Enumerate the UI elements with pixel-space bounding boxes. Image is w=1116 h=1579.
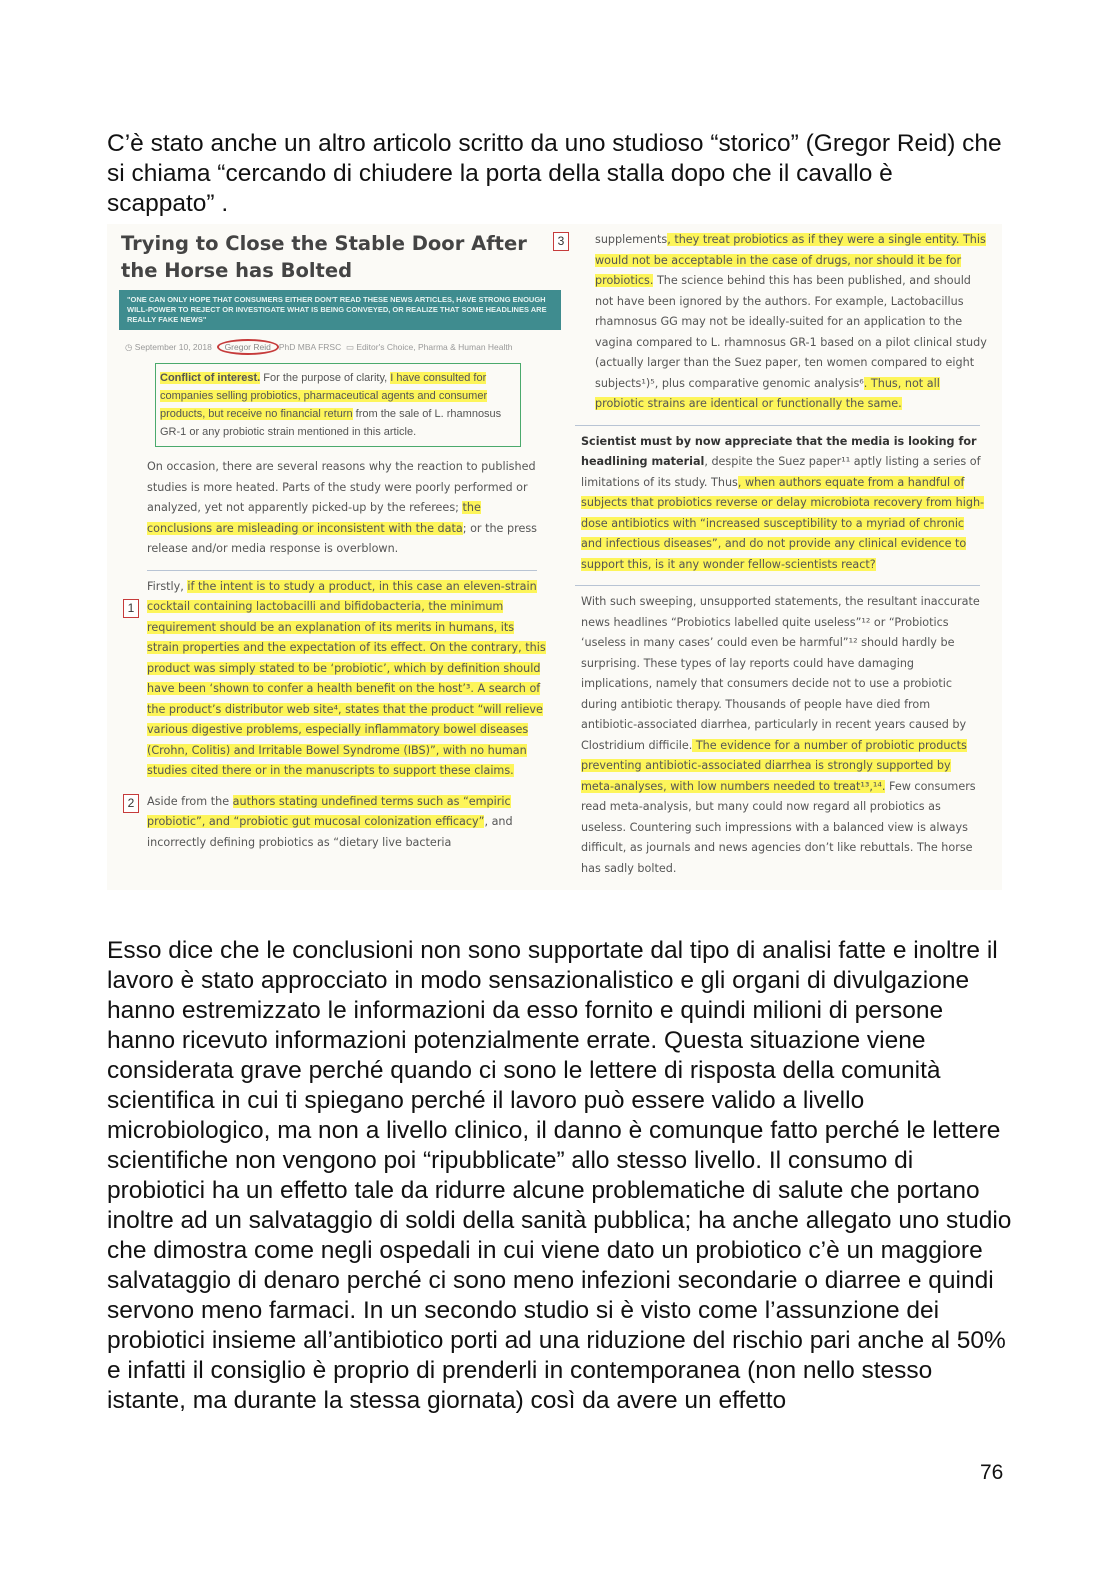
article-para-1	[147, 577, 547, 782]
divider	[575, 585, 980, 586]
article-para-5	[581, 592, 986, 879]
article-title: Trying to Close the Stable Door After the Horse has Bolted	[121, 232, 527, 282]
article-author-suffix: PhD MBA FRSC	[278, 342, 342, 352]
divider	[575, 425, 980, 426]
occasion-highlight: the conclusions are misleading or inconsistent with the data	[147, 501, 481, 535]
article-point-1	[119, 577, 569, 782]
coi-highlight: I have consulted for companies selling probiotics, pharmaceutical agents and consumer products, but receive no financial return	[160, 372, 488, 420]
p4-bold: Scientist must by now appreciate that the media is looking for headlining material	[581, 434, 977, 468]
folder-icon: ▭	[345, 342, 354, 352]
article-point-3	[557, 230, 995, 415]
occasion-text-a: On occasion, there are several reasons why the reaction to published studies is more heated. Parts of the study were poorly performed or analyzed, yet not apparently picked-up by the referees;	[147, 460, 536, 514]
coi-text-a: For the purpose of clarity,	[260, 372, 391, 384]
p4-highlight: , when authors equate from a handful of subjects that probiotics reverse or delay microbiota recovery from high-dose antibiotics with “increased susceptibility to a myriad of chronic and infectious diseases”, and do not provide any clinical evidence to support this, is it any wonder fellow-scientists react?	[581, 475, 985, 571]
p3-highlight: , they treat probiotics as if they were a single entity. This would not be acceptable in the case of drugs, nor should it be for probiotics.	[595, 233, 986, 287]
divider	[147, 570, 537, 571]
p5-highlight: The evidence for a number of probiotic products preventing antibiotic-associated diarrhea is strongly supported by meta-analyses, with low numbers needed to treat¹³,¹⁴.	[581, 738, 967, 793]
article-para-occasion	[147, 457, 547, 560]
occasion-text-b: ; or the press release and/or media response is overblown.	[147, 521, 537, 555]
p2-text-b: , and incorrectly defining probiotics as “dietary live bacteria	[147, 815, 513, 849]
coi-text-b: from the sale of L. rhamnosus GR-1 or any probiotic strain mentioned in this article.	[160, 408, 502, 438]
intro-paragraph: C’è stato anche un altro articolo scritto da uno studioso “storico” (Gregor Reid) che si chiama “cercando di chiudere la porta della stalla dopo che il cavallo è scappato” .	[107, 129, 1002, 217]
article-date: September 10, 2018	[134, 342, 212, 352]
marker-2: 2	[123, 794, 139, 813]
article-para-4	[581, 432, 986, 576]
p2-highlight: authors stating undefined terms such as “empiric probiotic”, and “probiotic gut mucosal colonization efficacy”	[147, 794, 511, 828]
conflict-of-interest-box	[155, 363, 521, 447]
page-number: 76	[980, 1461, 1004, 1484]
article-para-3	[595, 230, 987, 415]
p3-text-b: The science behind this has been published, and should not have been ignored by the authors. For example, Lactobacillus rhamnosus GG may not be ideally-suited for an application to the vagina compared to L. rhamnosus GR-1 based on a pilot clinical study (actually larger than the Suez paper, ten women compared to eight subjects¹)⁵, plus comparative genomic analysis⁶	[595, 274, 987, 390]
p1-highlight: if the intent is to study a product, in this case an eleven-strain cocktail containing lactobacilli and bifidobacteria, the minimum requirement should be an explanation of its merits in humans, its strain properties and the expectation of its effect. On the contrary, this product was simply stated to be ‘probiotic’, which by definition should have been ‘shown to confer a health benefit on the host’³. A search of the product’s distributor web site⁴, states that the product “will relieve various digestive problems, especially inflammatory bowel diseases (Crohn, Colitis) and Irritable Bowel Syndrome (IBS)”, with no human studies cited there or in the manuscripts to support these claims.	[147, 579, 546, 777]
article-meta	[119, 342, 569, 353]
article-point-2	[119, 792, 569, 854]
body-paragraph: Esso dice che le conclusioni non sono supportate dal tipo di analisi fatte e inoltre il lavoro è stato approcciato in modo sensazionalistico e gli organi di divulgazione hanno estremizzato le informazioni da esso fornito e quindi milioni di persone hanno ricevuto informazioni potenzialmente errate. Questa situazione viene considerata grave perché quando ci sono le lettere di risposta della comunità scientifica in cui ti spiegano perché il lavoro può essere valido a livello microbiologico, ma non a livello clinico, il danno è comunque fatto perché le lettere scientifiche non vengono poi “ripubblicate” allo stesso livello. Il consumo di probiotici ha un effetto tale da ridurre alcune problematiche di salute che portano inoltre ad un salvataggio di soldi della sanità pubblica; ha anche allegato uno studio che dimostra come negli ospedali in cui viene dato un probiotico c’è un maggiore salvataggio di denaro perché ci sono meno infezioni secondarie o diarree e quindi servono meno farmaci. In un secondo studio si è visto come l’assunzione dei probiotici insieme all’antibiotico porti ad una riduzione del rischio pari anche al 50% e infatti il consiglio è proprio di prenderli in contemporanea (non nello stesso istante, ma durante la stessa giornata) così da avere un effetto	[107, 936, 1012, 1414]
marker-1: 1	[123, 599, 139, 618]
p5-text-a: With such sweeping, unsupported statements, the resultant inaccurate news headlines “Probiotics labelled quite useless”¹² or “Probiotics ‘useless in many cases’ could even be harmful”¹² should hardly be surprising. These types of lay reports could have damaging implications, namely that consumers decide not to use a probiotic during antibiotic therapy. Thousands of people have died from antibiotic-associated diarrhea, particularly in recent years caused by Clostridium difficile.	[581, 595, 980, 752]
p3-highlight-2: . Thus, not all probiotic strains are identical or functionally the same.	[595, 376, 940, 410]
p2-text-a: Aside from the	[147, 794, 233, 808]
article-screenshot	[107, 224, 1002, 890]
article-author: Gregor Reid	[217, 339, 279, 355]
p5-text-b: Few consumers read meta-analysis, but many could now regard all probiotics as useless. Countering such impressions with a balanced view is always difficult, as journals and news agencies don’t like rebuttals. The horse has sadly bolted.	[581, 779, 976, 875]
article-left-column	[119, 230, 569, 863]
p4-text-a: , despite the Suez paper¹¹ aptly listing a series of limitations of its study. Thus	[581, 455, 981, 489]
clock-icon: ◷	[125, 342, 133, 352]
article-para-2	[147, 792, 547, 854]
p1-text-a: Firstly,	[147, 579, 188, 593]
marker-3: 3	[553, 232, 569, 251]
article-categories: Editor's Choice, Pharma & Human Health	[356, 342, 513, 352]
article-pull-quote: "ONE CAN ONLY HOPE THAT CONSUMERS EITHER DON'T READ THESE NEWS ARTICLES, HAVE STRONG ENOUGH WILL-POWER TO REJECT OR INVESTIGATE WHAT IS BEING CONVEYED, OR REALIZE THAT SOME HEADLINES ARE REALLY FAKE NEWS"	[119, 290, 561, 330]
coi-label: Conflict of interest.	[160, 372, 261, 384]
p3-text-a: supplements	[595, 233, 668, 246]
article-right-column	[557, 230, 995, 889]
